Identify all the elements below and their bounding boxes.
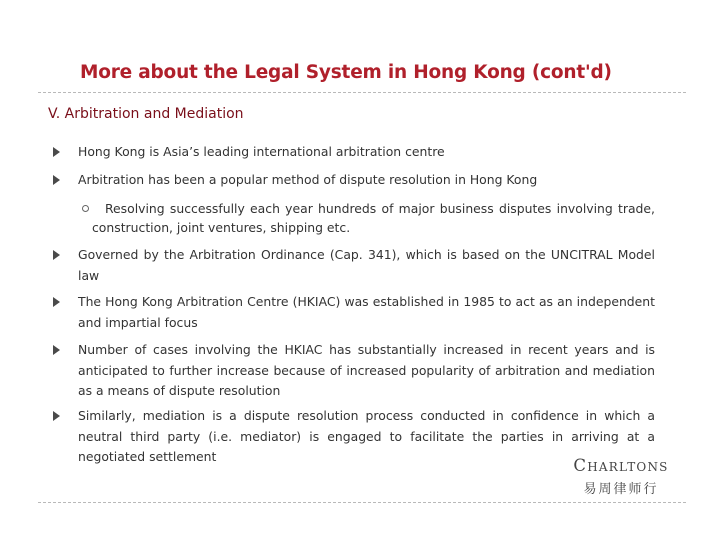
top-divider <box>38 92 686 93</box>
bottom-divider <box>38 502 686 503</box>
logo-name-cn: 易周律师行 <box>583 482 659 497</box>
bullet-item: Hong Kong is Asia’s leading international arbitration centre <box>78 144 445 159</box>
triangle-arrow-icon <box>53 297 60 307</box>
bullet-item: Arbitration has been a popular method of dispute resolution in Hong Kong <box>78 172 538 187</box>
section-heading: V. Arbitration and Mediation <box>48 106 244 122</box>
sub-bullet-item: Resolving successfully each year hundreds of major business disputes involving trade, construction, joint ventures, shipping etc. <box>92 201 655 235</box>
bullet-item: Number of cases involving the HKIAC has substantially increased in recent years and is anticipated to further increase because of increased popularity of arbitration and mediation as a means of dispute resolution <box>78 342 655 398</box>
slide-title: More about the Legal System in Hong Kong (cont'd) <box>80 62 612 83</box>
bullet-item: The Hong Kong Arbitration Centre (HKIAC) was established in 1985 to act as an independent and impartial focus <box>78 294 655 330</box>
bullet-item: Governed by the Arbitration Ordinance (Cap. 341), which is based on the UNCITRAL Model law <box>78 247 655 283</box>
triangle-arrow-icon <box>53 250 60 260</box>
logo-name-en: Charltons <box>573 456 669 475</box>
triangle-arrow-icon <box>53 175 60 185</box>
triangle-arrow-icon <box>53 147 60 157</box>
hollow-circle-icon <box>82 205 89 212</box>
triangle-arrow-icon <box>53 345 60 355</box>
charltons-logo <box>560 456 682 498</box>
bullet-item: Similarly, mediation is a dispute resolution process conducted in confidence in which a neutral third party (i.e. mediator) is engaged to facilitate the parties in arriving at a negotiated settlement <box>78 408 655 464</box>
triangle-arrow-icon <box>53 411 60 421</box>
